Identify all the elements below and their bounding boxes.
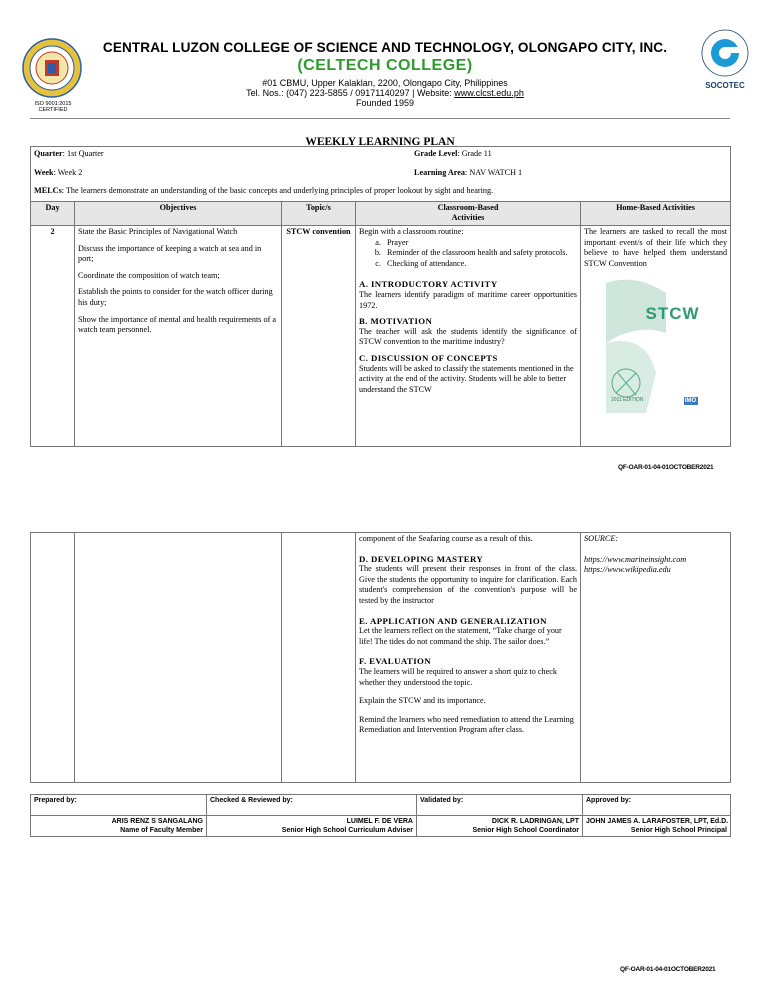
continued-text: component of the Seafaring course as a result of this.	[359, 534, 533, 543]
college-name: CENTRAL LUZON COLLEGE OF SCIENCE AND TECHNOLOGY, OLONGAPO CITY, INC.	[102, 40, 668, 55]
column-header-row	[31, 201, 731, 225]
approved-label: Approved by:	[583, 795, 731, 816]
header-divider	[30, 118, 730, 119]
section-d-text: The students will present their responses in front of the class. Give the students the opportunity to inquire for clarification. Each student's comprehension of the convention's purpose will be tested by the instructor	[359, 564, 577, 605]
quarter-row	[31, 147, 731, 202]
book-title-text: STCW	[645, 304, 700, 324]
plan-content-row	[31, 225, 731, 446]
routine-item: a. Prayer	[383, 238, 577, 249]
checked-label: Checked & Reviewed by:	[207, 795, 417, 816]
socotec-cert-logo	[700, 28, 750, 88]
college-short-name: (CELTECH COLLEGE)	[297, 57, 473, 74]
book-publisher-text: IMO	[684, 398, 697, 405]
week-label: Week	[34, 167, 54, 177]
routine-intro: Begin with a classroom routine:	[359, 226, 464, 236]
objective-item: Show the importance of mental and health requirements of a watch team personnel.	[78, 314, 277, 335]
prepared-signatory: ARIS RENZ S SANGALANG Name of Faculty Member	[31, 816, 207, 837]
melcs-value: : The learners demonstrate an understanding of the basic concepts and underlying principles of proper lookout by sight and hearing.	[61, 186, 494, 196]
objectives-cell	[75, 225, 282, 446]
section-a-text: The learners identify paradigm of maritime career opportunities 1972.	[359, 289, 577, 310]
plan-table-page2	[30, 532, 731, 783]
classroom-cell	[356, 225, 581, 446]
svg-text:2011 EDITION: 2011 EDITION	[610, 397, 643, 404]
plan-table-page1	[30, 146, 731, 447]
week-value: : Week 2	[53, 167, 83, 177]
section-f-text: Explain the STCW and its importance.	[359, 696, 486, 706]
signature-table	[30, 794, 731, 837]
college-founded: Founded 1959	[355, 98, 415, 108]
topic-cell-cont	[282, 533, 356, 783]
col-objectives: Objectives	[75, 201, 282, 225]
quarter-value: : 1st Quarter	[62, 149, 104, 158]
objective-item: Discuss the importance of keeping a watch at sea and in port;	[78, 243, 262, 264]
section-e-title: E. APPLICATION AND GENERALIZATION	[359, 615, 547, 626]
classroom-cell-cont	[356, 533, 581, 783]
section-c-text: Students will be asked to classify the statements mentioned in the activity at the end of the activity. Students will be able to better understand the STCW	[359, 363, 574, 394]
objective-item: Coordinate the composition of watch team;	[78, 270, 220, 280]
source-link[interactable]: https://www.wikipedia.edu	[584, 565, 671, 575]
objective-item: Establish the points to consider for the watch officer during his duty;	[78, 287, 273, 307]
home-text: The learners are tasked to recall the most important event/s of their life which they believe to have helped them understand STCW Convention	[584, 226, 728, 268]
area-value: : NAV WATCH 1	[465, 167, 523, 177]
objective-item: State the Basic Principles of Navigational Watch	[78, 226, 238, 236]
melcs-label: MELCs	[34, 186, 62, 196]
source-link[interactable]: https://www.marineinsight.com	[584, 554, 687, 564]
section-f-title: F. EVALUATION	[359, 656, 432, 667]
section-d-title: D. DEVELOPING MASTERY	[359, 553, 484, 564]
quarter-label: Quarter	[34, 149, 63, 158]
prepared-label: Prepared by:	[31, 795, 207, 816]
checked-signatory: LUIMEL F. DE VERA Senior High School Curriculum Adviser	[207, 816, 417, 837]
validated-label: Validated by:	[417, 795, 583, 816]
college-seal-logo	[22, 38, 82, 98]
col-classroom: Classroom-Based Activities	[356, 201, 581, 225]
routine-item: b. Reminder of the classroom health and safety protocols.	[383, 248, 577, 259]
section-c-title: C. DISCUSSION OF CONCEPTS	[359, 352, 498, 363]
section-e-text: Let the learners reflect on the statement, “Take charge of your life! The tides do not command the ship. The sailor does.”	[359, 626, 562, 646]
stcw-book-cover-image	[606, 273, 706, 413]
section-f-text: The learners will be required to answer a short quiz to check whether they understood the topic.	[359, 666, 558, 687]
objectives-cell-cont	[75, 533, 282, 783]
section-f-text: Remind the learners who need remediation to attend the Learning Remediation and Intervention Program after class.	[359, 714, 574, 735]
day-cell: 2	[31, 225, 75, 446]
col-topics: Topic/s	[282, 201, 356, 225]
col-day: Day	[31, 201, 75, 225]
website-link[interactable]: www.clcst.edu.ph	[454, 88, 524, 98]
validated-signatory: DICK R. LADRINGAN, LPT Senior High School Coordinator	[417, 816, 583, 837]
home-cell	[581, 225, 731, 446]
section-b-title: B. MOTIVATION	[359, 316, 433, 327]
section-a-title: A. INTRODUCTORY ACTIVITY	[359, 279, 498, 290]
col-home: Home-Based Activities	[581, 201, 731, 225]
routine-list	[359, 238, 577, 270]
signature-labels-row	[31, 795, 731, 816]
college-address: #01 CBMU, Upper Kalaklan, 2200, Olongapo City, Philippines	[262, 78, 508, 88]
plan-title: WEEKLY LEARNING PLAN	[305, 136, 455, 148]
section-b-text: The teacher will ask the students identify the significance of STCW convention to the maritime industry?	[359, 326, 577, 347]
iso-certified-label: ISO 9001:2015 CERTIFIED	[34, 101, 72, 113]
form-code-page1: QF-OAR-01-04-01OCTOBER2021	[618, 464, 714, 471]
area-label: Learning Area	[414, 167, 466, 177]
plan-continuation-row	[31, 533, 731, 783]
socotec-label: SOCOTEC	[705, 81, 745, 90]
sources-cell	[581, 533, 731, 783]
grade-value: : Grade 11	[457, 149, 492, 158]
form-code-page2: QF-OAR-01-04-01OCTOBER2021	[620, 966, 716, 973]
college-contact: Tel. Nos.: (047) 223-5855 / 09171140297 | Website: www.clcst.edu.ph	[246, 88, 524, 98]
approved-signatory: JOHN JAMES A. LARAFOSTER, LPT, Ed.D. Senior High School Principal	[583, 816, 731, 837]
signature-names-row	[31, 816, 731, 837]
routine-item: c. Checking of attendance.	[383, 259, 577, 270]
source-label: SOURCE:	[584, 534, 619, 543]
grade-label: Grade Level	[414, 149, 458, 158]
day-cell-cont	[31, 533, 75, 783]
topic-cell: STCW convention	[282, 225, 356, 446]
